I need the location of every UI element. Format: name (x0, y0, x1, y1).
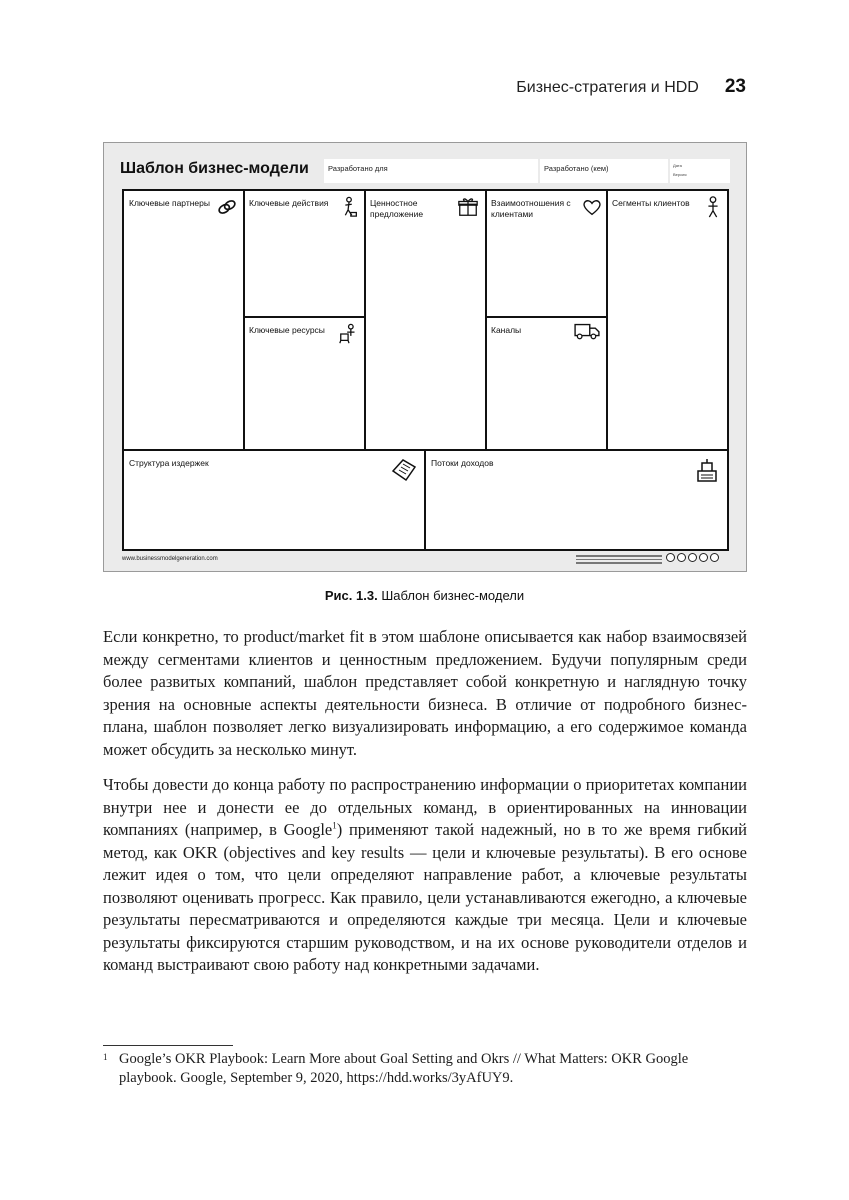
designed-for-field: Разработано для (324, 159, 538, 183)
license-fine-print (576, 555, 662, 566)
block-customer-segments (607, 191, 702, 216)
version-field-label: Версия (673, 172, 687, 177)
caption-text: Шаблон бизнес-модели (381, 588, 525, 603)
worker-icon (338, 196, 360, 218)
date-field-label: Дата (673, 163, 682, 168)
running-head (516, 76, 746, 98)
footnote-mark: 1 (103, 1052, 108, 1062)
block-label: Потоки доходов (431, 458, 494, 468)
footnote-text: Google’s OKR Playbook: Learn More about Goal Setting and Okrs // What Matters: OKR Google playbook. Google, September 9, 2020, https://hdd.works/3yAfUY9. (119, 1051, 689, 1086)
gift-icon (457, 196, 479, 218)
canvas-title: Шаблон бизнес-модели (120, 160, 309, 177)
paragraph-text: Чтобы довести до конца работу по распространению информации о приоритетах компании внутри нее и донести ее до отдельных команд, в ориентированных на инновации компаниях (например, в Google (103, 775, 747, 839)
price-tag-icon (390, 457, 418, 483)
paragraph (103, 774, 747, 977)
paragraph-text: ) применяют такой надежный, но в то же время гибкий метод, как OKR (objectives and key results — цели и ключевые результаты). В его основе лежит идея о том, что цели определяют направление работ, а ключевые результаты позволяют оценивать прогресс. Как правило, цели устанавливаются ежегодно, а ключевые результаты пересматриваются и определяются каждые три месяца. Цели и ключевые результаты фиксируются старшим руководством, и на их основе руководители отделов и команд выстраивают свою работу над конкретными задачами. (103, 820, 747, 974)
grid-divider (606, 191, 608, 449)
block-cost-structure (124, 451, 374, 476)
cc-badge-icon (699, 553, 708, 562)
paragraph: Если конкретно, то product/market fit в этом шаблоне описывается как набор взаимосвязей между сегментами клиентов и ценностным предложением. Будучи популярным среди более развитых компаний, шаблон представляет собой конкретную и наглядную точку зрения на основные аспекты деятельности бизнеса. В отличие от подробного бизнес-плана, шаблон позволяет легко визуализировать информацию, а его содержимое команда может обсудить за несколько минут. (103, 627, 747, 759)
block-label: Ценностное предложение (370, 198, 424, 219)
heart-icon (581, 196, 603, 218)
block-label: Ключевые партнеры (129, 198, 210, 208)
block-key-resources (244, 318, 344, 343)
date-version-fields (670, 159, 730, 183)
canvas-grid (122, 189, 729, 551)
cash-register-icon (694, 457, 720, 485)
creative-commons-icon (666, 553, 719, 562)
chain-link-icon (216, 196, 238, 218)
block-revenue-streams (426, 451, 676, 476)
business-model-canvas-figure (103, 142, 747, 572)
person-icon (702, 196, 724, 218)
designed-by-field: Разработано (кем) (540, 159, 668, 183)
block-label: Структура издержек (129, 458, 209, 468)
block-label: Ключевые ресурсы (249, 325, 325, 335)
cc-badge-icon (666, 553, 675, 562)
block-customer-relationships (486, 191, 581, 227)
block-label: Каналы (491, 325, 522, 335)
block-value-proposition (365, 191, 455, 227)
grid-divider (364, 191, 366, 449)
running-title: Бизнес-стратегия и HDD (516, 79, 699, 96)
block-channels (486, 318, 581, 343)
footnote-reference[interactable]: 1 (332, 820, 337, 831)
block-label: Ключевые действия (249, 198, 329, 208)
footnote (103, 1050, 747, 1088)
figure-caption (0, 588, 849, 603)
page-number: 23 (724, 76, 746, 97)
cc-badge-icon (688, 553, 697, 562)
footnote-divider (103, 1045, 233, 1046)
block-label: Взаимоотношения с клиентами (491, 198, 571, 219)
cc-badge-icon (677, 553, 686, 562)
forklift-worker-icon (338, 323, 360, 345)
caption-label: Рис. 1.3. (324, 588, 378, 603)
block-label: Сегменты клиентов (612, 198, 690, 208)
delivery-truck-icon (572, 319, 602, 341)
footer-url: www.businessmodelgeneration.com (122, 556, 218, 562)
cc-badge-icon (710, 553, 719, 562)
